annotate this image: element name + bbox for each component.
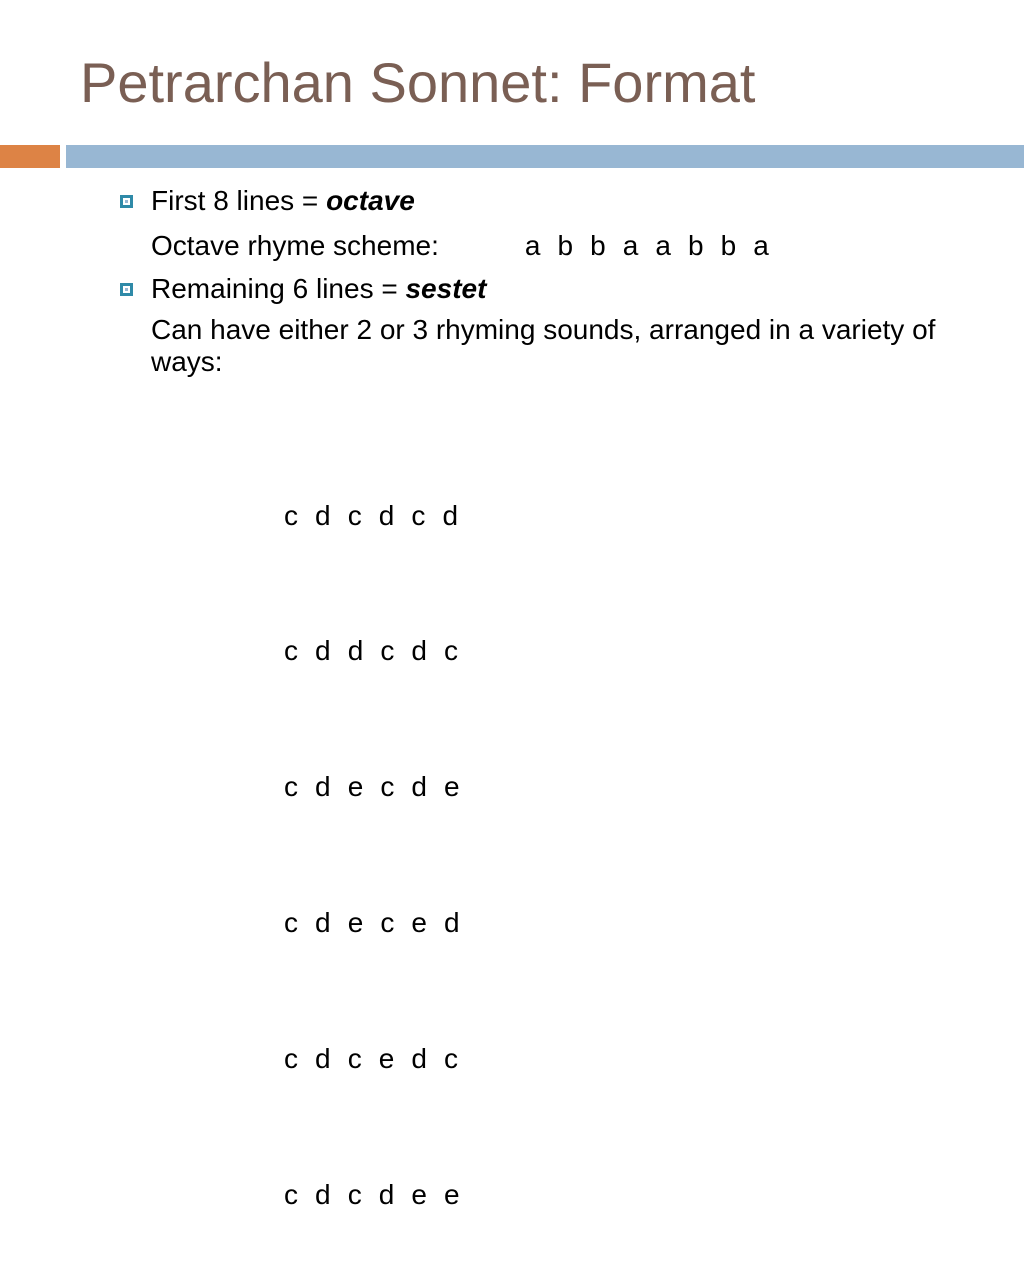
slide-body bbox=[120, 183, 1000, 378]
sestet-note: Can have either 2 or 3 rhyming sounds, arranged in a variety of ways: bbox=[151, 314, 936, 377]
bullet-octave bbox=[120, 183, 1000, 219]
sestet-pattern: c d d c d c bbox=[284, 635, 459, 667]
accent-bar-blue bbox=[66, 145, 1024, 168]
sestet-pattern: c d c d e e bbox=[284, 1179, 461, 1211]
bullet-sestet bbox=[120, 271, 1000, 307]
square-bullet-icon bbox=[120, 195, 133, 208]
bullet-octave-term: octave bbox=[326, 185, 415, 216]
octave-scheme-label: Octave rhyme scheme: bbox=[151, 230, 439, 261]
bullet-octave-prefix: First 8 lines = bbox=[151, 185, 327, 216]
bullet-sestet-term: sestet bbox=[405, 273, 487, 304]
slide-title: Petrarchan Sonnet: Format bbox=[80, 51, 756, 114]
sestet-patterns bbox=[284, 402, 460, 1263]
octave-scheme-value: a b b a a b b a bbox=[524, 230, 770, 261]
octave-scheme-line bbox=[120, 228, 1000, 264]
accent-bar-orange bbox=[0, 145, 60, 168]
sestet-pattern: c d e c d e bbox=[284, 771, 461, 803]
bullet-sestet-prefix: Remaining 6 lines = bbox=[151, 273, 406, 304]
square-bullet-icon bbox=[120, 283, 133, 296]
sestet-pattern: c d c d c d bbox=[284, 499, 459, 531]
sestet-pattern: c d c e d c bbox=[284, 1043, 459, 1075]
sestet-pattern: c d e c e d bbox=[284, 907, 461, 939]
